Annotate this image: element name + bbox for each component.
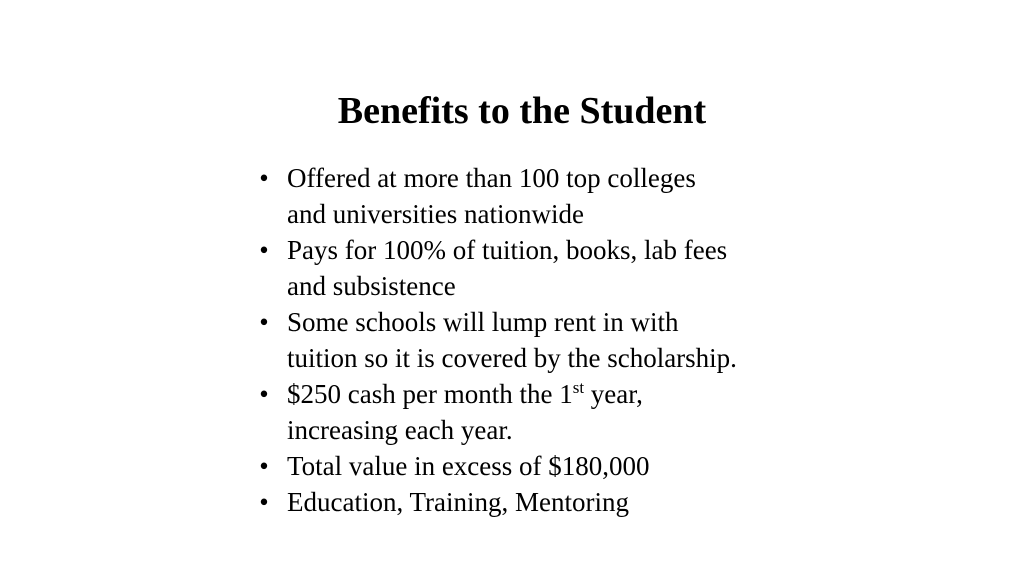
bullet-text-line: and universities nationwide	[287, 199, 584, 229]
ordinal-superscript: st	[572, 378, 585, 397]
bullet-item-total-value	[254, 448, 814, 484]
bullet-text-line: Offered at more than 100 top colleges	[287, 163, 696, 193]
bullet-icon: •	[259, 235, 269, 265]
bullet-item-tuition	[254, 232, 814, 304]
bullet-icon: •	[259, 451, 269, 481]
bullet-icon: •	[259, 307, 269, 337]
bullet-text-line	[287, 376, 814, 412]
bullet-item-colleges	[254, 160, 814, 232]
bullet-text-pre: $250 cash per month the 1	[287, 379, 573, 409]
bullet-text-line: increasing each year.	[287, 415, 513, 445]
bullet-text-line: Pays for 100% of tuition, books, lab fees	[287, 235, 728, 265]
bullet-icon: •	[259, 163, 269, 193]
bullet-item-education	[254, 484, 814, 520]
bullet-text-line: Total value in excess of $180,000	[287, 451, 650, 481]
bullet-list	[254, 160, 814, 520]
bullet-text-line: Some schools will lump rent in with	[287, 307, 679, 337]
bullet-text-line: tuition so it is covered by the scholarship.	[287, 343, 737, 373]
bullet-icon: •	[259, 487, 269, 517]
bullet-text-line: Education, Training, Mentoring	[287, 487, 629, 517]
bullet-item-cash	[254, 376, 814, 448]
slide-title: Benefits to the Student	[337, 90, 707, 132]
bullet-text-line: and subsistence	[287, 271, 456, 301]
bullet-icon: •	[259, 379, 269, 409]
bullet-item-rent	[254, 304, 814, 376]
bullet-text-post: year,	[584, 379, 643, 409]
